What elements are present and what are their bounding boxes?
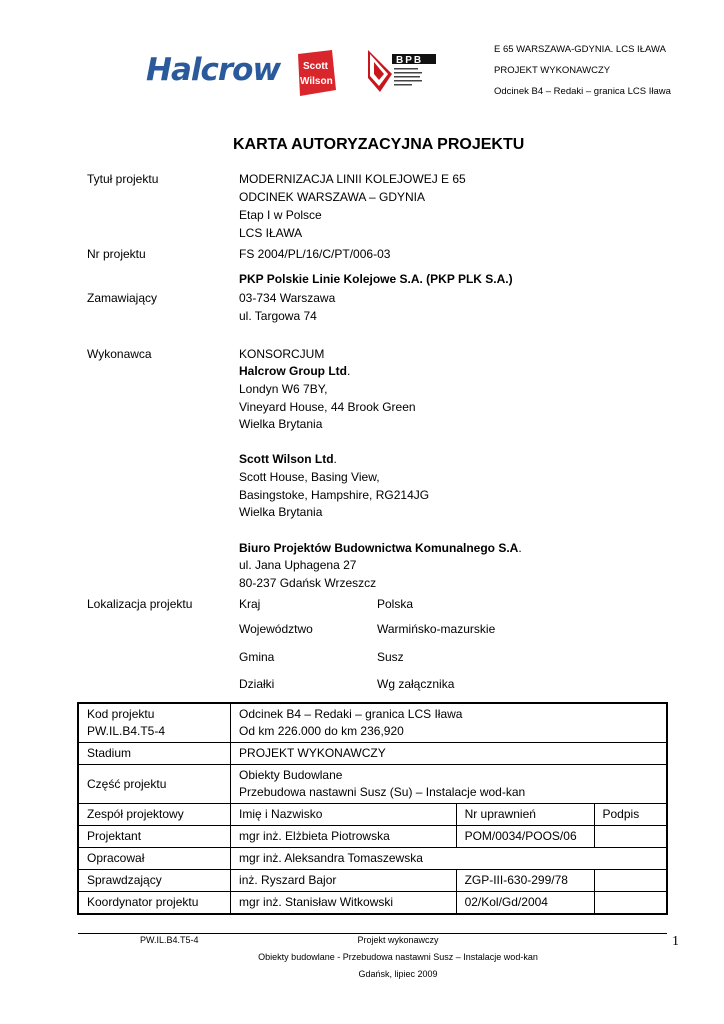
label-tytul: Tytuł projektu xyxy=(87,172,159,186)
table-row-stadium xyxy=(79,743,667,765)
label-wykonawca: Wykonawca xyxy=(87,347,152,361)
tytul-line-3: Etap I w Polsce xyxy=(239,208,322,222)
kod-label: Kod projektu xyxy=(87,707,155,721)
wilson-logo-text: Wilson xyxy=(300,76,333,87)
firm1-line-3: Wielka Brytania xyxy=(239,417,323,431)
podpis-cell xyxy=(594,826,667,848)
role-cell: Projektant xyxy=(79,826,231,848)
nr-cell: POM/0034/POOS/06 xyxy=(456,826,594,848)
firm1-line-2: Vineyard House, 44 Brook Green xyxy=(239,400,416,414)
label-nr-projektu: Nr projektu xyxy=(87,247,146,261)
table-header-row xyxy=(79,804,667,826)
lokalizacja-value-dzialki: Wg załącznika xyxy=(377,677,455,691)
nr-uprawnien-header: Nr uprawnień xyxy=(456,804,594,826)
table-row-kod xyxy=(79,704,667,743)
footer-code: PW.IL.B4.T5-4 xyxy=(140,935,199,945)
footer-divider xyxy=(78,933,667,934)
wykonawca-konsorcjum: KONSORCJUM xyxy=(239,347,325,361)
table-row xyxy=(79,848,667,870)
firm1-line-1: Londyn W6 7BY, xyxy=(239,382,328,396)
lokalizacja-key-wojewodztwo: Województwo xyxy=(239,622,313,636)
podpis-cell xyxy=(594,892,667,914)
bpb-logo-text: BPB xyxy=(396,55,424,66)
name-cell: mgr inż. Stanisław Witkowski xyxy=(231,892,457,914)
footer-line-2: Obiekty budowlane - Przebudowa nastawni Susz – Instalacje wod-kan xyxy=(258,952,538,962)
scott-logo-text: Scott xyxy=(303,61,328,72)
nr-cell: ZGP-III-630-299/78 xyxy=(456,870,594,892)
kod-cell xyxy=(79,704,231,743)
name-cell: mgr inż. Elżbieta Piotrowska xyxy=(231,826,457,848)
header-line-3: Odcinek B4 – Redaki – granica LCS Iława xyxy=(494,86,671,97)
podpis-header: Podpis xyxy=(594,804,667,826)
odcinek-value: Odcinek B4 – Redaki – granica LCS Iława xyxy=(239,707,463,721)
czesc-line-2: Przebudowa nastawni Susz (Su) – Instalacje wod-kan xyxy=(239,785,526,799)
footer-line-1: Projekt wykonawczy xyxy=(357,935,439,945)
zamawiajacy-line-2: ul. Targowa 74 xyxy=(239,309,317,323)
table-row xyxy=(79,826,667,848)
lokalizacja-value-gmina: Susz xyxy=(377,650,404,664)
lokalizacja-value-kraj: Polska xyxy=(377,597,414,611)
halcrow-logo: Halcrow xyxy=(146,52,281,88)
tytul-line-4: LCS IŁAWA xyxy=(239,226,303,240)
header-line-2: PROJEKT WYKONAWCZY xyxy=(494,65,611,76)
scott-wilson-logo xyxy=(294,50,338,96)
odcinek-cell xyxy=(231,704,667,743)
zespol-header: Zespół projektowy xyxy=(79,804,231,826)
czesc-cell xyxy=(231,765,667,804)
firm3-line-2: 80-237 Gdańsk Wrzeszcz xyxy=(239,576,377,590)
authorization-table xyxy=(78,703,667,914)
nr-projektu-value: FS 2004/PL/16/C/PT/006-03 xyxy=(239,247,391,261)
page-number: 1 xyxy=(672,934,679,949)
czesc-line-1: Obiekty Budowlane xyxy=(239,768,343,782)
footer-line-3: Gdańsk, lipiec 2009 xyxy=(358,969,438,979)
table-row-czesc xyxy=(79,765,667,804)
lokalizacja-key-dzialki: Działki xyxy=(239,677,275,691)
kod-value: PW.IL.B4.T5-4 xyxy=(87,724,166,738)
bpb-logo xyxy=(366,48,438,94)
firm2-line-2: Basingstoke, Hampshire, RG214JG xyxy=(239,488,430,502)
tytul-line-1: MODERNIZACJA LINII KOLEJOWEJ E 65 xyxy=(239,172,466,186)
firm2-line-1: Scott House, Basing View, xyxy=(239,470,380,484)
firm3-line-1: ul. Jana Uphagena 27 xyxy=(239,558,357,572)
stadium-value: PROJEKT WYKONAWCZY xyxy=(231,743,667,765)
page-title: KARTA AUTORYZACYJNA PROJEKTU xyxy=(233,136,525,153)
firm2-name: Scott Wilson Ltd. xyxy=(239,452,337,466)
role-cell: Sprawdzający xyxy=(79,870,231,892)
table-row xyxy=(79,870,667,892)
nr-cell: 02/Kol/Gd/2004 xyxy=(456,892,594,914)
table-row xyxy=(79,892,667,914)
firm2-line-3: Wielka Brytania xyxy=(239,505,323,519)
tytul-line-2: ODCINEK WARSZAWA – GDYNIA xyxy=(239,190,426,204)
lokalizacja-value-wojewodztwo: Warmińsko-mazurskie xyxy=(377,622,496,636)
header-line-1: E 65 WARSZAWA-GDYNIA. LCS IŁAWA xyxy=(494,44,666,55)
label-zamawiajacy: Zamawiający xyxy=(87,291,158,305)
label-lokalizacja: Lokalizacja projektu xyxy=(87,597,193,611)
zamawiajacy-name: PKP Polskie Linie Kolejowe S.A. (PKP PLK S.A.) xyxy=(239,272,513,286)
podpis-cell xyxy=(594,870,667,892)
lokalizacja-key-gmina: Gmina xyxy=(239,650,275,664)
km-value: Od km 226.000 do km 236,920 xyxy=(239,724,404,738)
stadium-label: Stadium xyxy=(79,743,231,765)
imie-header: Imię i Nazwisko xyxy=(231,804,457,826)
role-cell: Opracował xyxy=(79,848,231,870)
name-cell: mgr inż. Aleksandra Tomaszewska xyxy=(231,848,667,870)
lokalizacja-key-kraj: Kraj xyxy=(239,597,261,611)
czesc-label: Część projektu xyxy=(79,765,231,804)
role-cell: Koordynator projektu xyxy=(79,892,231,914)
zamawiajacy-line-1: 03-734 Warszawa xyxy=(239,291,336,305)
firm3-name: Biuro Projektów Budownictwa Komunalnego S.A. xyxy=(239,541,522,555)
firm1-name: Halcrow Group Ltd. xyxy=(239,364,351,378)
name-cell: inż. Ryszard Bajor xyxy=(231,870,457,892)
